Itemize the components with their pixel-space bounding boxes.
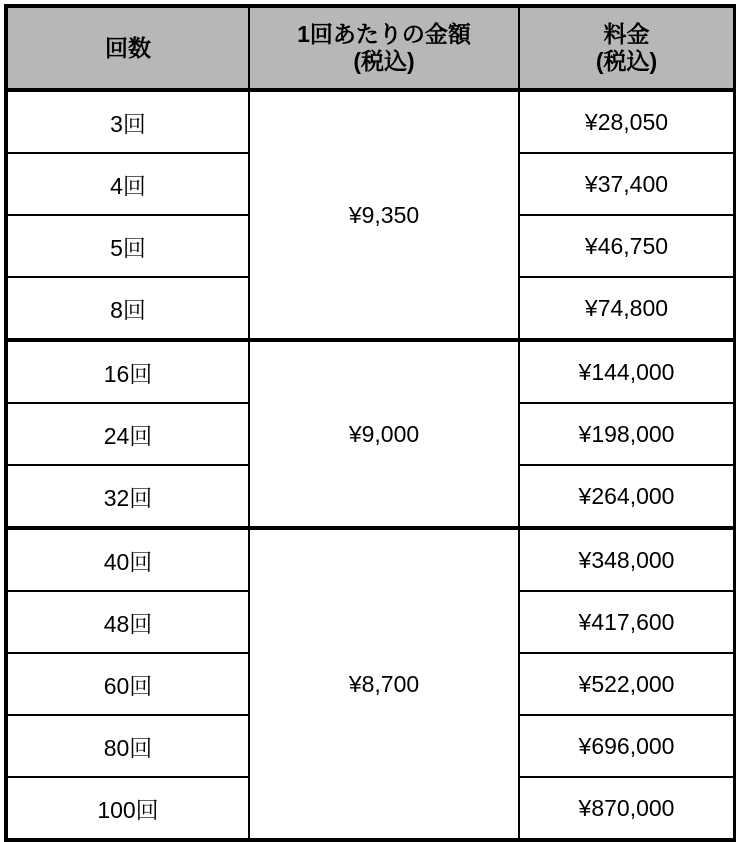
header-row xyxy=(6,6,735,90)
count-cell: 40回 xyxy=(6,528,249,591)
header-count xyxy=(6,6,249,90)
count-cell: 80回 xyxy=(6,715,249,777)
price-cell: ¥522,000 xyxy=(519,653,735,715)
count-cell: 24回 xyxy=(6,403,249,465)
table-row xyxy=(6,528,735,591)
table-row xyxy=(6,90,735,153)
price-table xyxy=(4,4,736,842)
price-cell: ¥74,800 xyxy=(519,277,735,340)
count-cell: 32回 xyxy=(6,465,249,528)
price-cell: ¥28,050 xyxy=(519,90,735,153)
header-total-price xyxy=(519,6,735,90)
price-cell: ¥264,000 xyxy=(519,465,735,528)
count-cell: 48回 xyxy=(6,591,249,653)
price-cell: ¥46,750 xyxy=(519,215,735,277)
header-total-price-note: (税込) xyxy=(595,48,658,74)
header-total-price-label: 料金 xyxy=(603,21,650,47)
unit-price-cell: ¥8,700 xyxy=(249,528,519,840)
header-unit-price-label: 1回あたりの金額 xyxy=(297,21,471,47)
price-cell: ¥37,400 xyxy=(519,153,735,215)
count-cell: 4回 xyxy=(6,153,249,215)
price-cell: ¥417,600 xyxy=(519,591,735,653)
unit-price-cell: ¥9,000 xyxy=(249,340,519,528)
price-cell: ¥144,000 xyxy=(519,340,735,403)
price-cell: ¥348,000 xyxy=(519,528,735,591)
price-cell: ¥870,000 xyxy=(519,777,735,840)
count-cell: 8回 xyxy=(6,277,249,340)
price-cell: ¥696,000 xyxy=(519,715,735,777)
table-row xyxy=(6,340,735,403)
header-count-label: 回数 xyxy=(105,34,151,61)
count-cell: 3回 xyxy=(6,90,249,153)
count-cell: 5回 xyxy=(6,215,249,277)
unit-price-cell: ¥9,350 xyxy=(249,90,519,340)
header-unit-price-note: (税込) xyxy=(353,48,415,74)
count-cell: 60回 xyxy=(6,653,249,715)
header-unit-price xyxy=(249,6,519,90)
price-cell: ¥198,000 xyxy=(519,403,735,465)
count-cell: 100回 xyxy=(6,777,249,840)
count-cell: 16回 xyxy=(6,340,249,403)
